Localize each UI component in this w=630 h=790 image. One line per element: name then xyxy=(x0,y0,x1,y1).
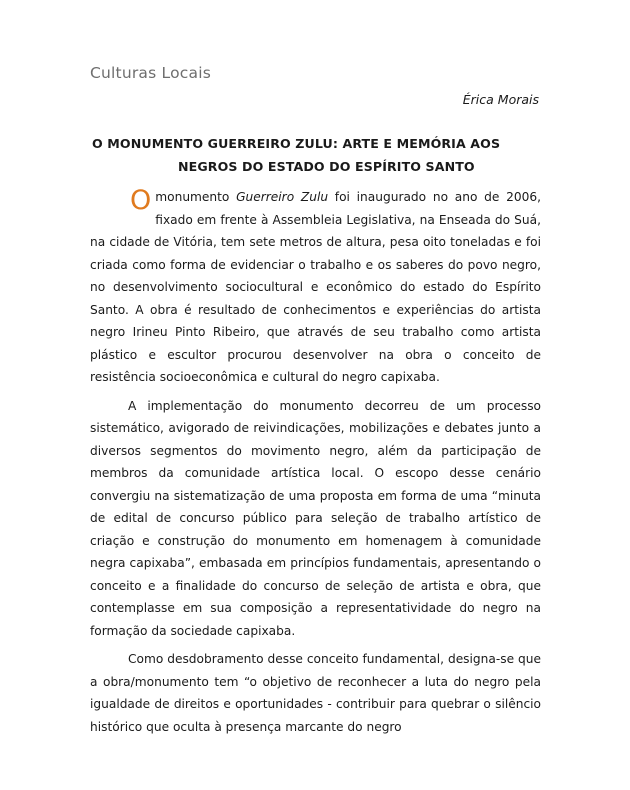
paragraph-1 xyxy=(90,186,541,389)
paragraph-1-rest: foi inaugurado no ano de 2006, fixado em frente à Assembleia Legislativa, na Enseada do Suá, na cidade de Vitória, tem sete metros de altura, pesa oito toneladas e foi criada como forma de evidenciar o trabalho e os saberes do povo negro, no desenvolvimento sociocultural e econômico do estado do Espírito Santo. A obra é resultado de conhecimentos e experiências do artista negro Irineu Pinto Ribeiro, que através de seu trabalho como artista plástico e escultor procurou desenvolver na obra o conceito de resistência socioeconômica e cultural do negro capixaba. xyxy=(90,190,541,384)
paragraph-1-lead: monumento xyxy=(155,190,237,204)
article-body xyxy=(90,186,541,744)
drop-cap: O xyxy=(130,185,152,216)
paragraph-3: Como desdobramento desse conceito fundamental, designa-se que a obra/monumento tem “o objetivo de reconhecer a luta do negro pela igualdade de direitos e oportunidades - contribuir para quebrar o silêncio histórico que oculta à presença marcante do negro xyxy=(90,652,541,734)
author-name: Érica Morais xyxy=(462,92,539,107)
title-line-1: O MONUMENTO GUERREIRO ZULU: ARTE E MEMÓRIA AOS xyxy=(92,136,501,151)
title-line-2: NEGROS DO ESTADO DO ESPÍRITO SANTO xyxy=(178,159,475,174)
work-title: Guerreiro Zulu xyxy=(236,190,329,204)
section-label: Culturas Locais xyxy=(90,64,211,82)
paragraph-2: A implementação do monumento decorreu de um processo sistemático, avigorado de reivindicações, mobilizações e debates junto a diversos segmentos do movimento negro, além da participação de membros da comunidade artística local. O escopo desse cenário convergiu na sistematização de uma proposta em forma de uma “minuta de edital de concurso público para seleção de trabalho artístico de criação e construção do monumento em homenagem à comunidade negra capixaba”, embasada em princípios fundamentais, apresentando o conceito e a finalidade do concurso de seleção de artista e obra, que contemplasse em sua composição a representatividade do negro na formação da sociedade capixaba. xyxy=(90,398,541,638)
article-title xyxy=(90,132,550,178)
